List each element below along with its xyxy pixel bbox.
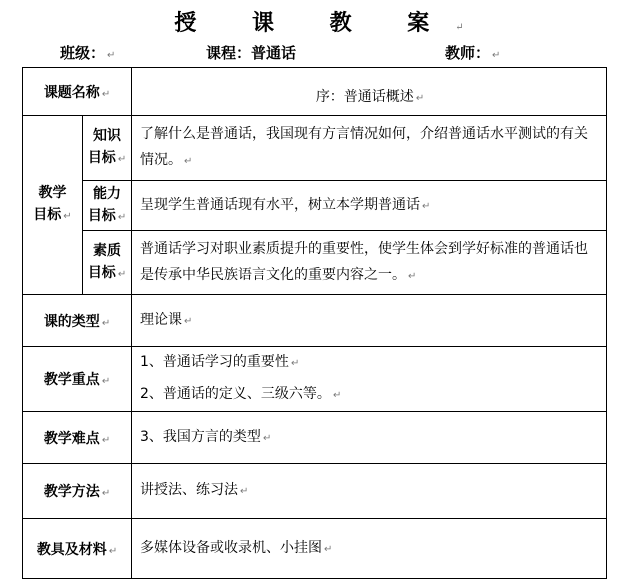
key-points-value: 1、普通话学习的重要性 ↵ 2、普通话的定义、三级六等。 ↵ xyxy=(132,347,607,412)
methods-value: 讲授法、练习法 ↵ xyxy=(132,464,607,519)
paragraph-mark-icon: ↵ xyxy=(101,88,111,100)
paragraph-mark-icon: ↵ xyxy=(108,545,118,557)
topic-label: 课题名称 ↵ xyxy=(23,68,132,116)
paragraph-mark-icon: ↵ xyxy=(324,543,333,555)
paragraph-mark-icon: ↵ xyxy=(455,22,464,33)
document-title: 授 课 教 案 ↵ xyxy=(174,10,464,36)
paragraph-mark-icon: ↵ xyxy=(184,315,193,327)
key-points-label: 教学重点 ↵ xyxy=(23,347,132,412)
difficulties-value: 3、我国方言的类型 ↵ xyxy=(132,412,607,464)
paragraph-mark-icon: ↵ xyxy=(63,211,72,222)
paragraph-mark-icon: ↵ xyxy=(290,358,300,369)
course-label: 课程：普通话 xyxy=(206,44,297,62)
paragraph-mark-icon: ↵ xyxy=(117,154,127,165)
paragraph-mark-icon: ↵ xyxy=(332,390,342,401)
lesson-plan-table xyxy=(22,67,607,579)
paragraph-mark-icon: ↵ xyxy=(422,200,431,212)
paragraph-mark-icon: ↵ xyxy=(492,50,501,61)
table-row-lesson-type xyxy=(23,295,607,347)
difficulties-label: 教学难点 ↵ xyxy=(23,412,132,464)
teacher-label: 教师： ↵ xyxy=(445,44,501,62)
paragraph-mark-icon: ↵ xyxy=(107,50,116,61)
knowledge-goal-label: 知识 目标 ↵ xyxy=(83,116,132,181)
paragraph-mark-icon: ↵ xyxy=(117,211,127,223)
knowledge-goal-value: 了解什么是普通话，我国现有方言情况如何，介绍普通话水平测试的有关情况。 ↵ xyxy=(132,116,607,181)
table-row-key-points xyxy=(23,347,607,412)
paragraph-mark-icon: ↵ xyxy=(117,268,127,280)
table-row-ability-goal xyxy=(23,181,607,231)
lesson-type-label: 课的类型 ↵ xyxy=(23,295,132,347)
paragraph-mark-icon: ↵ xyxy=(101,317,111,329)
table-row-knowledge-goal xyxy=(23,116,607,181)
table-row-materials xyxy=(23,519,607,579)
materials-label: 教具及材料 ↵ xyxy=(23,519,132,579)
quality-goal-label: 素质 目标 ↵ xyxy=(83,231,132,295)
table-row-difficulties xyxy=(23,412,607,464)
paragraph-mark-icon: ↵ xyxy=(240,486,249,497)
paragraph-mark-icon: ↵ xyxy=(101,434,111,446)
methods-label: 教学方法 ↵ xyxy=(23,464,132,519)
materials-value: 多媒体设备或收录机、小挂图 ↵ xyxy=(132,519,607,579)
topic-value: 序：普通话概述 $_↵$ xyxy=(132,68,607,116)
class-label: 班级： ↵ xyxy=(60,44,116,62)
paragraph-mark-icon: ↵ xyxy=(262,432,272,444)
paragraph-mark-icon: ↵ xyxy=(184,156,193,167)
table-row-topic xyxy=(23,68,607,116)
lesson-type-value: 理论课 ↵ xyxy=(132,295,607,347)
paragraph-mark-icon: ↵ xyxy=(101,488,111,499)
table-row-methods xyxy=(23,464,607,519)
paragraph-mark-icon: ↵ xyxy=(408,270,417,282)
paragraph-mark-icon: ↵ xyxy=(415,92,425,104)
paragraph-mark-icon: ↵ xyxy=(101,376,111,387)
teaching-goals-label: 教学 目标 ↵ xyxy=(23,116,83,295)
ability-goal-value: 呈现学生普通话现有水平，树立本学期普通话 ↵ xyxy=(132,181,607,231)
table-row-quality-goal xyxy=(23,231,607,295)
quality-goal-value: 普通话学习对职业素质提升的重要性，使学生体会到学好标准的普通话也是传承中华民族语言文化的重要内容之一。 ↵ xyxy=(132,231,607,295)
ability-goal-label: 能力 目标 ↵ xyxy=(83,181,132,231)
